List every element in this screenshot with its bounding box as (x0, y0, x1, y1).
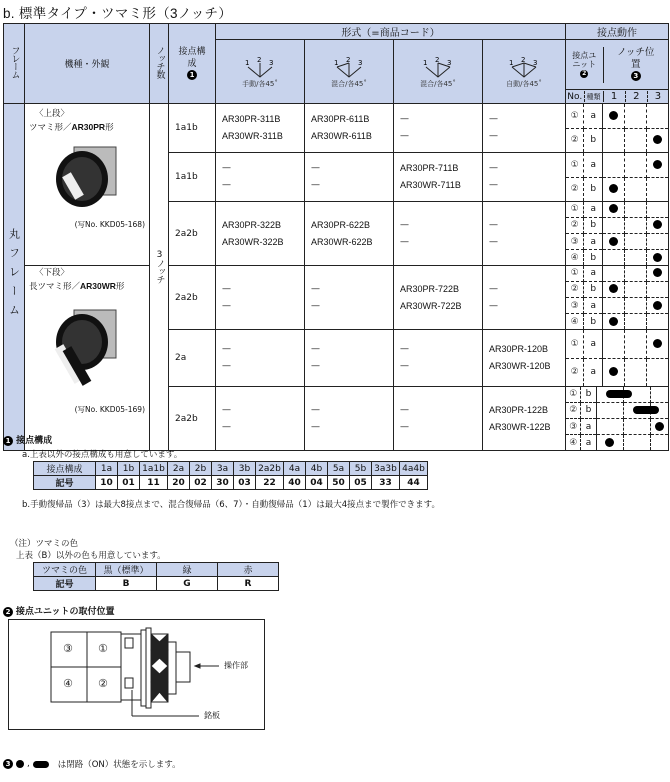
contact-unit-row: ③ a (566, 418, 668, 434)
header-frame: フレーム (4, 24, 25, 104)
on-pill-icon (633, 406, 659, 414)
contact-unit-row: ① a (566, 104, 668, 128)
pattern-mixed-a: 1 2 3 混合/各45˚ (305, 40, 394, 104)
ref-3-icon: 3 (3, 759, 13, 769)
product-code-cell: — — (483, 104, 566, 153)
note1-heading: 1 接点構成 (3, 433, 52, 446)
ref-2-icon: 2 (3, 607, 13, 617)
switch-pattern-icon (421, 57, 455, 79)
contact-cell: 2a (169, 330, 216, 387)
product-code-cell: — — (305, 153, 394, 202)
contact-config-table: 接点構成 1a 1b 1a1b 2a 2b 3a 3b 2a2b 4a 4b 5a 5b 3a3b 4a4b 記号 10 01 11 20 02 30 03 22 40 04 50 05 33 44 (33, 461, 428, 490)
product-code-cell: — — (305, 330, 394, 387)
product-code-cell: — — (394, 387, 483, 451)
on-dot-icon (609, 184, 618, 193)
contact-unit-row: ② b (566, 217, 668, 233)
contact-cell: 1a1b (169, 153, 216, 202)
ref-2-icon: 2 (582, 69, 587, 77)
pattern-manual: 1 2 3 手動/各45˚ (216, 40, 305, 104)
product-code-cell: AR30PR-611B AR30WR-611B (305, 104, 394, 153)
contact-unit-row: ① a (566, 330, 668, 358)
svg-text:3: 3 (447, 58, 452, 67)
on-dot-icon (653, 301, 662, 310)
svg-text:2: 2 (435, 56, 440, 64)
svg-text:3: 3 (269, 58, 274, 67)
on-dot-icon (609, 317, 618, 326)
on-dot-icon (653, 220, 662, 229)
svg-text:1: 1 (334, 58, 339, 67)
product-code-cell: — — (305, 266, 394, 330)
contact-cell: 2a2b (169, 387, 216, 451)
product-code-cell: — — (394, 202, 483, 266)
page-title: b. 標準タイプ・ツマミ形（3ノッチ） (3, 6, 233, 21)
svg-text:2: 2 (521, 56, 526, 64)
contact-unit-row: ③ a (566, 233, 668, 249)
contact-unit-row: ② b (566, 128, 668, 152)
ref-3-icon: 3 (631, 71, 641, 81)
contact-unit-row: ④ b (566, 314, 668, 329)
header-contact: 接点構成 1 (169, 24, 216, 104)
note1-a: a.上表以外の接点構成も用意しています。 (22, 450, 183, 460)
product-code-cell: — — (216, 330, 305, 387)
unit-3-label: ③ (63, 642, 73, 655)
knob-color-heading: （注）ツマミの色 (10, 539, 79, 549)
contact-cell: 2a2b (169, 202, 216, 266)
header-unit-cols: No. 種類 1 2 3 (566, 90, 669, 104)
contact-unit-row: ① a (566, 202, 668, 217)
on-dot-icon (653, 135, 662, 144)
contact-unit-row: ② b (566, 402, 668, 418)
on-dot-icon (653, 268, 662, 277)
device-lower: 〈下段〉 長ツマミ形／AR30WR形 (写No. KKD05-169) (25, 266, 150, 451)
switch-photo-icon (52, 306, 122, 392)
spec-table (3, 23, 669, 451)
contact-action-cell (566, 330, 669, 387)
product-code-cell: — — (305, 387, 394, 451)
on-dot-icon (609, 237, 618, 246)
knob-color-table: ツマミの色 黒（標準） 緑 赤 記号 B G R (33, 562, 279, 591)
product-code-cell: AR30PR-711B AR30WR-711B (394, 153, 483, 202)
header-unit-notch: 接点ユニット 2 ノッチ位置 3 (566, 40, 669, 90)
contact-unit-row: ② a (566, 358, 668, 386)
contact-unit-row: ① b (566, 387, 668, 402)
on-dot-icon (653, 339, 662, 348)
svg-text:3: 3 (358, 58, 363, 67)
header-model: 機種・外観 (25, 24, 150, 104)
product-code-cell: AR30PR-322B AR30WR-322B (216, 202, 305, 266)
on-dot-icon (609, 284, 618, 293)
note2-heading: 2 接点ユニットの取付位置 (3, 604, 115, 617)
header-notch: ノッチ数 (150, 24, 169, 104)
frame-cell: 丸フレーム (4, 104, 25, 451)
svg-text:2: 2 (346, 56, 351, 64)
unit-1-label: ① (98, 642, 108, 655)
note1-b: b.手動復帰品（3）は最大8接点まで、混合復帰品（6、7）・自動復帰品（1）は最大4接点まで製作できます。 (22, 500, 440, 510)
product-code-cell: — — (483, 266, 566, 330)
contact-unit-row: ② b (566, 177, 668, 201)
svg-text:1: 1 (509, 58, 514, 67)
knob-color-desc: 上表（B）以外の色も用意しています。 (16, 551, 166, 561)
product-code-cell: AR30PR-311B AR30WR-311B (216, 104, 305, 153)
product-code-cell: AR30PR-722B AR30WR-722B (394, 266, 483, 330)
on-dot-icon (653, 160, 662, 169)
header-format: 形式（=商品コード） (216, 24, 566, 40)
switch-pattern-icon (243, 57, 277, 79)
contact-unit-row: ④ a (566, 435, 668, 450)
on-dot-icon (609, 204, 618, 213)
on-dot-icon (16, 760, 24, 768)
on-dot-icon (653, 253, 662, 262)
device-upper: 〈上段〉 ツマミ形／AR30PR形 (写No. KKD05-168) (25, 104, 150, 266)
contact-unit-row: ④ b (566, 250, 668, 265)
contact-unit-row: ① a (566, 266, 668, 281)
contact-action-cell (566, 202, 669, 266)
svg-text:1: 1 (245, 58, 250, 67)
product-code-cell: AR30PR-622B AR30WR-622B (305, 202, 394, 266)
contact-unit-row: ② b (566, 281, 668, 297)
contact-action-cell (566, 104, 669, 153)
pattern-auto: 1 2 3 自動/各45˚ (483, 40, 566, 104)
table-row (4, 104, 669, 153)
switch-pattern-icon (332, 57, 366, 79)
pattern-mixed-b: 1 2 3 混合/各45˚ (394, 40, 483, 104)
contact-action-cell (566, 153, 669, 202)
table-row (4, 266, 669, 330)
header-action: 接点動作 (566, 24, 669, 40)
contact-unit-row: ① a (566, 153, 668, 177)
contact-cell: 1a1b (169, 104, 216, 153)
contact-action-cell (566, 387, 669, 451)
product-code-cell: — — (216, 153, 305, 202)
contact-unit-row: ③ a (566, 297, 668, 313)
on-dot-icon (609, 111, 618, 120)
unit-2-label: ② (98, 677, 108, 690)
ref-1-icon: 1 (3, 436, 13, 446)
switch-assembly-drawing (9, 620, 264, 729)
switch-photo-icon (52, 143, 122, 215)
on-dot-icon (655, 422, 664, 431)
unit-position-diagram (8, 619, 265, 730)
notch-cell: 3ノッチ (150, 104, 169, 451)
product-code-cell: AR30PR-122B AR30WR-122B (483, 387, 566, 451)
contact-action-cell (566, 266, 669, 330)
product-code-cell: — — (394, 330, 483, 387)
ref-1-icon: 1 (187, 70, 197, 80)
contact-cell: 2a2b (169, 266, 216, 330)
on-dot-icon (609, 367, 618, 376)
svg-text:2: 2 (257, 56, 262, 64)
on-pill-icon (33, 761, 49, 768)
product-code-cell: — — (483, 153, 566, 202)
on-pill-icon (606, 390, 632, 398)
product-code-cell: — — (483, 202, 566, 266)
svg-text:1: 1 (423, 58, 428, 67)
note3: 3 , は閉路（ON）状態を示します。 (3, 758, 181, 770)
product-code-cell: — — (216, 387, 305, 451)
svg-text:3: 3 (533, 58, 538, 67)
nameplate-label: 銘板 (204, 711, 220, 720)
product-code-cell: AR30PR-120B AR30WR-120B (483, 330, 566, 387)
on-dot-icon (605, 438, 614, 447)
product-code-cell: — — (394, 104, 483, 153)
switch-pattern-icon (507, 57, 541, 79)
product-code-cell: — — (216, 266, 305, 330)
unit-4-label: ④ (63, 677, 73, 690)
operation-part-label: 操作部 (224, 661, 248, 670)
